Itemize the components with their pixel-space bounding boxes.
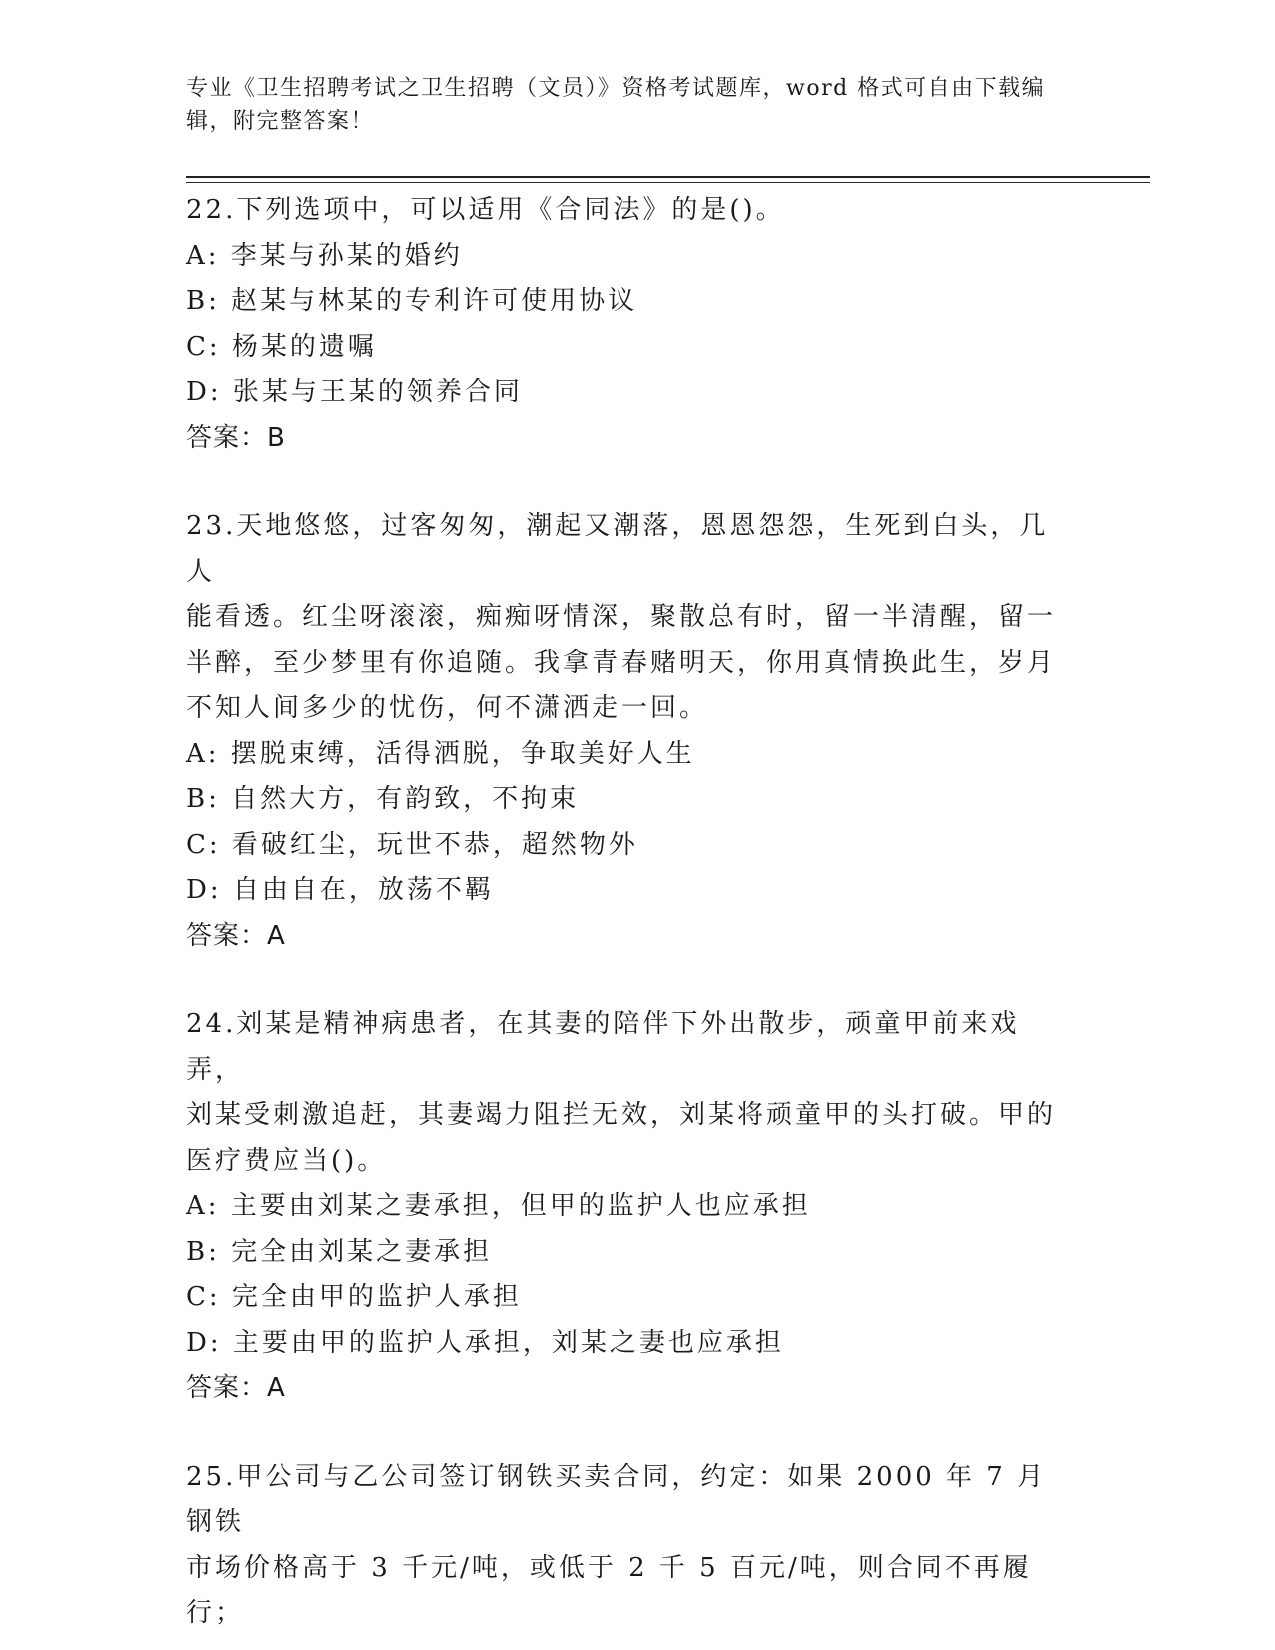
- question-stem: 23.天地悠悠，过客匆匆，潮起又潮落，恩恩怨怨，生死到白头，几人 能看透。红尘呀滚滚，痴痴呀情深，聚散总有时，留一半清醒，留一 半醉，至少梦里有你追随。我拿青春赌明天，你用真情换此生，岁月 不知人间多少的忧伤，何不潇洒走一回。: [186, 511, 1057, 723]
- option-a: A: 李某与孙某的婚约: [186, 240, 463, 271]
- option-d: D: 张某与王某的领养合同: [186, 377, 523, 407]
- option-c: C: 完全由甲的监护人承担: [186, 1282, 522, 1312]
- question-stem: 24.刘某是精神病患者，在其妻的陪伴下外出散步，顽童甲前来戏弄， 刘某受刺激追赶，其妻竭力阻拦无效，刘某将顽童甲的头打破。甲的 医疗费应当()。: [186, 1009, 1057, 1176]
- question-25: [186, 1455, 1066, 1637]
- header-divider-thin: [186, 182, 1150, 183]
- question-24: [186, 1002, 1066, 1412]
- option-c: C: 看破红尘，玩世不恭，超然物外: [186, 829, 638, 860]
- option-d: D: 自由自在，放荡不羁: [186, 875, 494, 905]
- question-23: [186, 504, 1066, 959]
- option-a: A: 摆脱束缚，活得洒脱，争取美好人生: [186, 738, 695, 769]
- option-c: C: 杨某的遗嘱: [186, 331, 377, 362]
- option-b: B: 赵某与林某的专利许可使用协议: [186, 286, 638, 316]
- question-spacer: [186, 1412, 1066, 1455]
- question-stem: 25.甲公司与乙公司签订钢铁买卖合同，约定：如果 2000 年 7 月钢铁 市场价格高于 3 千元/吨，或低于 2 千 5 百元/吨，则合同不再履行；: [186, 1461, 1047, 1628]
- question-stem: 22.下列选项中，可以适用《合同法》的是()。: [186, 195, 785, 225]
- option-b: B: 完全由刘某之妻承担: [186, 1236, 493, 1267]
- header-divider-thick: [186, 176, 1150, 178]
- answer-line: 答案：A: [186, 1373, 286, 1403]
- answer-line: 答案：A: [186, 920, 286, 951]
- option-d: D: 主要由甲的监护人承担，刘某之妻也应承担: [186, 1327, 784, 1358]
- document-header: 专业《卫生招聘考试之卫生招聘（文员）》资格考试题库，word 格式可自由下载编辑，附完整答案！: [186, 76, 1046, 134]
- answer-line: 答案：B: [186, 422, 286, 453]
- question-spacer: [186, 461, 1066, 504]
- question-spacer: [186, 959, 1066, 1002]
- question-22: [186, 188, 1066, 461]
- question-list: [186, 188, 1066, 1637]
- option-a: A: 主要由刘某之妻承担，但甲的监护人也应承担: [186, 1191, 811, 1221]
- option-b: B: 自然大方，有韵致，不拘束: [186, 784, 580, 814]
